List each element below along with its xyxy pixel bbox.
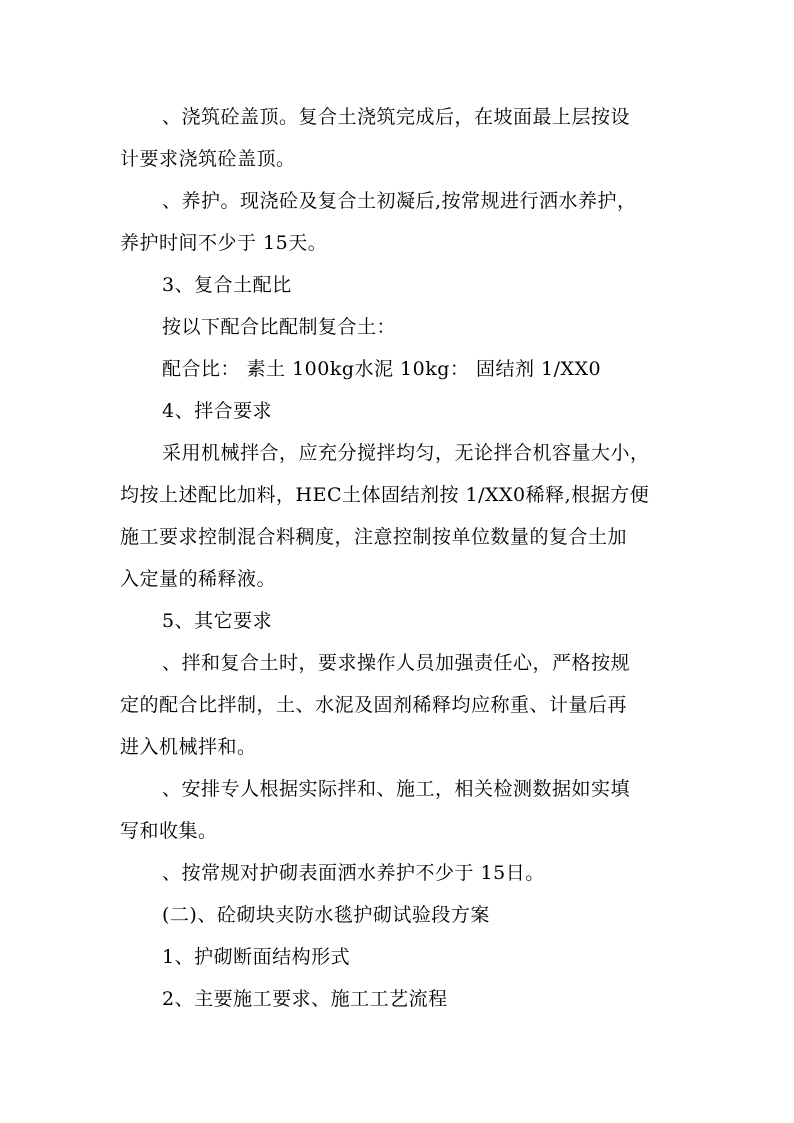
text-line: 均按上述配比加料，HEC土体固结剂按 1/XX0稀释,根据方便 [120, 484, 650, 506]
heading-section-structure [120, 936, 680, 978]
paragraph-surface-curing [120, 852, 680, 894]
text-line: 施工要求控制混合料稠度，注意控制按单位数量的复合土加 [120, 526, 628, 548]
paragraph-mix-values [120, 348, 680, 390]
text-line: 2、主要施工要求、施工工艺流程 [162, 988, 448, 1010]
text-line: 、拌和复合土时，要求操作人员加强责任心，严格按规 [162, 652, 631, 674]
text-line: 养护时间不少于 15天。 [120, 232, 328, 254]
text-line: 1、护砌断面结构形式 [162, 946, 351, 968]
text-line: 、养护。现浇砼及复合土初凝后,按常规进行洒水养护， [162, 190, 637, 212]
paragraph-mix-intro [120, 306, 680, 348]
heading-mixing-requirements [120, 390, 680, 432]
paragraph-pour-cap [120, 96, 680, 180]
text-line: (二)、砼砌块夹防水毯护砌试验段方案 [162, 904, 490, 926]
text-line: 按以下配合比配制复合土： [162, 316, 397, 338]
text-line: 3、复合土配比 [162, 274, 292, 296]
paragraph-curing [120, 180, 680, 264]
paragraph-mixing-method [120, 432, 680, 600]
text-line: 配合比： 素土 100kg水泥 10kg： 固结剂 1/XX0 [162, 358, 602, 380]
heading-mix-ratio [120, 264, 680, 306]
heading-other-requirements [120, 600, 680, 642]
text-line: 计要求浇筑砼盖顶。 [120, 148, 296, 170]
heading-trial-section [120, 894, 680, 936]
paragraph-operator-duty [120, 642, 680, 768]
text-line: 5、其它要求 [162, 610, 273, 632]
text-line: 、浇筑砼盖顶。复合土浇筑完成后，在坡面最上层按设 [162, 106, 631, 128]
text-line: 写和收集。 [120, 820, 218, 842]
text-line: 、安排专人根据实际拌和、施工，相关检测数据如实填 [162, 778, 631, 800]
text-line: 定的配合比拌制，土、水泥及固剂稀释均应称重、计量后再 [120, 694, 628, 716]
paragraph-data-recording [120, 768, 680, 852]
text-line: 、按常规对护砌表面洒水养护不少于 15日。 [162, 862, 545, 884]
text-line: 入定量的稀释液。 [120, 568, 277, 590]
heading-construction-process [120, 978, 680, 1020]
text-line: 进入机械拌和。 [120, 736, 257, 758]
text-line: 4、拌合要求 [162, 400, 273, 422]
text-line: 采用机械拌合，应充分搅拌均匀，无论拌合机容量大小， [162, 442, 650, 464]
